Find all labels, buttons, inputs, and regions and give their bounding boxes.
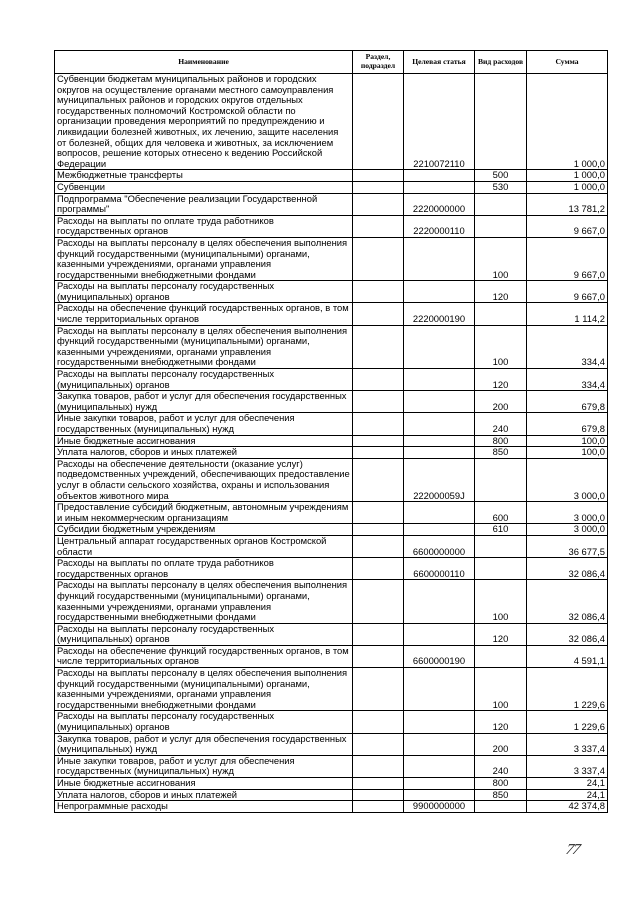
row-expense-type: 850 [475,447,527,459]
row-target-code: 2220000110 [404,215,475,237]
row-target-code: 2220000190 [404,303,475,325]
row-expense-type: 800 [475,778,527,790]
table-row [55,733,608,755]
row-expense-type: 850 [475,789,527,801]
table-row [55,645,608,667]
row-name: Межбюджетные трансферты [55,170,353,182]
row-target-code [404,778,475,790]
row-sum: 3 337,4 [527,733,608,755]
row-name: Уплата налогов, сборов и иных платежей [55,447,353,459]
row-sum: 334,4 [527,325,608,368]
row-sum: 100,0 [527,447,608,459]
table-row [55,74,608,170]
row-section [353,435,404,447]
table-row [55,391,608,413]
row-target-code [404,755,475,777]
header-type: Вид расходов [475,51,527,74]
row-expense-type: 100 [475,237,527,280]
table-row [55,447,608,459]
row-sum: 36 677,5 [527,535,608,557]
row-name: Расходы на выплаты по оплате труда работников государственных органов [55,215,353,237]
row-name: Расходы на обеспечение функций государственных органов, в том числе территориальных органов [55,303,353,325]
table-row [55,623,608,645]
row-expense-type [475,535,527,557]
row-name: Расходы на выплаты персоналу в целях обеспечения выполнения функций государственными (муниципальными) органами, казенными учреждениями, органами управления государственными внебюджетными фондами [55,237,353,280]
row-target-code: 222000059J [404,458,475,501]
row-name: Расходы на выплаты персоналу государственных (муниципальных) органов [55,281,353,303]
row-target-code [404,369,475,391]
row-sum: 679,8 [527,391,608,413]
row-expense-type: 120 [475,623,527,645]
row-section [353,502,404,524]
table-row [55,580,608,623]
row-target-code [404,237,475,280]
row-target-code [404,181,475,193]
row-name: Субвенции [55,181,353,193]
table-row [55,524,608,536]
row-sum: 24,1 [527,789,608,801]
row-target-code [404,733,475,755]
row-section [353,733,404,755]
row-section [353,74,404,170]
table-row [55,181,608,193]
row-sum: 334,4 [527,369,608,391]
row-name: Центральный аппарат государственных органов Костромской области [55,535,353,557]
row-expense-type: 100 [475,325,527,368]
row-section [353,755,404,777]
row-name: Расходы на обеспечение функций государственных органов, в том числе территориальных органов [55,645,353,667]
row-sum: 1 114,2 [527,303,608,325]
row-target-code [404,580,475,623]
row-expense-type: 600 [475,502,527,524]
row-name: Расходы на выплаты персоналу государственных (муниципальных) органов [55,369,353,391]
row-sum: 3 000,0 [527,502,608,524]
row-section [353,778,404,790]
row-name: Расходы на выплаты персоналу в целях обеспечения выполнения функций государственными (муниципальными) органами, казенными учреждениями, органами управления государственными внебюджетными фондами [55,668,353,711]
row-name: Субсидии бюджетным учреждениям [55,524,353,536]
row-expense-type: 200 [475,391,527,413]
row-section [353,369,404,391]
table-row [55,668,608,711]
row-name: Подпрограмма "Обеспечение реализации Государственной программы" [55,193,353,215]
row-sum: 1 229,6 [527,711,608,733]
row-expense-type [475,303,527,325]
row-sum: 9 667,0 [527,215,608,237]
row-target-code [404,391,475,413]
row-target-code: 6600000110 [404,558,475,580]
row-expense-type: 240 [475,413,527,435]
row-section [353,325,404,368]
row-target-code: 2210072110 [404,74,475,170]
row-name: Непрограммные расходы [55,801,353,813]
row-expense-type [475,801,527,813]
row-sum: 9 667,0 [527,281,608,303]
table-row [55,502,608,524]
table-row [55,193,608,215]
table-row [55,778,608,790]
row-section [353,535,404,557]
row-section [353,789,404,801]
row-target-code [404,789,475,801]
row-section [353,623,404,645]
row-sum: 32 086,4 [527,558,608,580]
row-name: Предоставление субсидий бюджетным, автономным учреждениям и иным некоммерческим организациям [55,502,353,524]
table-row [55,215,608,237]
row-sum: 4 591,1 [527,645,608,667]
row-target-code [404,435,475,447]
table-row [55,325,608,368]
row-expense-type: 800 [475,435,527,447]
row-section [353,193,404,215]
row-expense-type [475,645,527,667]
header-target: Целевая статья [404,51,475,74]
row-expense-type: 100 [475,668,527,711]
row-name: Расходы на выплаты персоналу государственных (муниципальных) органов [55,623,353,645]
row-sum: 3 000,0 [527,458,608,501]
table-body [55,74,608,813]
row-target-code [404,413,475,435]
row-name: Расходы на выплаты персоналу в целях обеспечения выполнения функций государственными (муниципальными) органами, казенными учреждениями, органами управления государственными внебюджетными фондами [55,325,353,368]
table-row [55,789,608,801]
row-expense-type: 200 [475,733,527,755]
row-sum: 3 337,4 [527,755,608,777]
row-target-code: 9900000000 [404,801,475,813]
row-target-code: 2220000000 [404,193,475,215]
row-expense-type: 530 [475,181,527,193]
row-expense-type [475,458,527,501]
row-section [353,458,404,501]
row-target-code [404,170,475,182]
row-sum: 9 667,0 [527,237,608,280]
row-section [353,391,404,413]
row-sum: 3 000,0 [527,524,608,536]
table-row [55,413,608,435]
row-name: Расходы на обеспечение деятельности (оказание услуг) подведомственных учреждений, обеспечивающих предоставление услуг в области сельского хозяйства, охраны и использования объектов животного мира [55,458,353,501]
table-row [55,558,608,580]
row-expense-type: 120 [475,281,527,303]
row-name: Расходы на выплаты персоналу государственных (муниципальных) органов [55,711,353,733]
table-row [55,801,608,813]
row-sum: 1 000,0 [527,170,608,182]
table-row [55,458,608,501]
row-section [353,711,404,733]
row-sum: 1 229,6 [527,668,608,711]
row-target-code [404,281,475,303]
row-sum: 24,1 [527,778,608,790]
row-section [353,181,404,193]
row-target-code [404,668,475,711]
row-section [353,558,404,580]
row-section [353,645,404,667]
row-expense-type [475,558,527,580]
table-row [55,369,608,391]
row-section [353,447,404,459]
row-name: Иные бюджетные ассигнования [55,778,353,790]
row-target-code: 6600000000 [404,535,475,557]
table-row [55,237,608,280]
row-section [353,801,404,813]
table-header-row [55,51,608,74]
row-sum: 42 374,8 [527,801,608,813]
row-expense-type: 500 [475,170,527,182]
row-target-code [404,623,475,645]
row-section [353,237,404,280]
row-section [353,170,404,182]
row-target-code [404,447,475,459]
row-expense-type: 610 [475,524,527,536]
row-section [353,281,404,303]
row-name: Иные закупки товаров, работ и услуг для обеспечения государственных (муниципальных) нужд [55,755,353,777]
row-name: Закупка товаров, работ и услуг для обеспечения государственных (муниципальных) нужд [55,733,353,755]
header-section: Раздел, подраздел [353,51,404,74]
row-target-code [404,524,475,536]
page-number: 77 [564,842,581,858]
row-section [353,413,404,435]
row-sum: 32 086,4 [527,623,608,645]
row-sum: 1 000,0 [527,74,608,170]
table-row [55,435,608,447]
table-row [55,711,608,733]
row-section [353,580,404,623]
row-expense-type: 240 [475,755,527,777]
row-name: Иные бюджетные ассигнования [55,435,353,447]
table-row [55,281,608,303]
row-sum: 13 781,2 [527,193,608,215]
header-sum: Сумма [527,51,608,74]
row-name: Расходы на выплаты персоналу в целях обеспечения выполнения функций государственными (муниципальными) органами, казенными учреждениями, органами управления государственными внебюджетными фондами [55,580,353,623]
row-target-code: 6600000190 [404,645,475,667]
row-section [353,215,404,237]
table-row [55,535,608,557]
row-section [353,303,404,325]
header-name: Наименование [55,51,353,74]
row-expense-type [475,215,527,237]
row-sum: 1 000,0 [527,181,608,193]
row-target-code [404,502,475,524]
row-sum: 100,0 [527,435,608,447]
row-name: Иные закупки товаров, работ и услуг для обеспечения государственных (муниципальных) нужд [55,413,353,435]
table-row [55,755,608,777]
row-name: Субвенции бюджетам муниципальных районов и городских округов на осуществление органами местного самоуправления муниципальных районов и городских округов отдельных государственных полномочий Костромской области по организации проведения мероприятий по предупреждению и ликвидации болезней животных, их лечению, защите населения от болезней, общих для человека и животных, за исключением вопросов, решение которых отнесено к ведению Российской Федерации [55,74,353,170]
row-sum: 32 086,4 [527,580,608,623]
row-name: Расходы на выплаты по оплате труда работников государственных органов [55,558,353,580]
row-expense-type: 120 [475,711,527,733]
row-section [353,668,404,711]
row-name: Уплата налогов, сборов и иных платежей [55,789,353,801]
table-row [55,303,608,325]
row-section [353,524,404,536]
row-expense-type: 120 [475,369,527,391]
row-name: Закупка товаров, работ и услуг для обеспечения государственных (муниципальных) нужд [55,391,353,413]
table-row [55,170,608,182]
row-sum: 679,8 [527,413,608,435]
budget-table [54,50,608,813]
row-target-code [404,325,475,368]
row-expense-type [475,193,527,215]
row-expense-type: 100 [475,580,527,623]
row-expense-type [475,74,527,170]
row-target-code [404,711,475,733]
